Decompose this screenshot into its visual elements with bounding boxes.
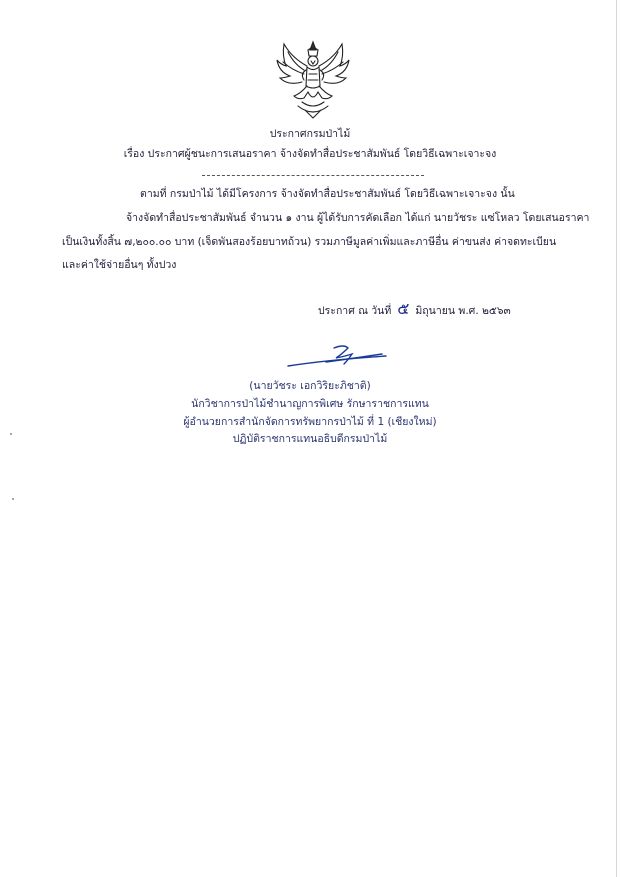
signer-position-2: ผู้อำนวยการสำนักจัดการทรัพยากรป่าไม้ ที่ 1 (เชียงใหม่) — [183, 416, 437, 428]
date-month-year: มิถุนายน พ.ศ. ๒๕๖๓ — [415, 305, 511, 317]
body-line-3: เป็นเงินทั้งสิ้น ๗,๒๐๐.๐๐ บาท (เจ็ดพันสองร้อยบาทถ้วน) รวมภาษีมูลค่าเพิ่มและภาษีอื่น ค่าขนส่ง ค่าจดทะเบียน — [62, 236, 557, 248]
body-line-2: จ้างจัดทำสื่อประชาสัมพันธ์ จำนวน ๑ งาน ผู้ได้รับการคัดเลือก ได้แก่ นายวัชระ แซ่โหลว โดยเสนอราคา — [126, 212, 590, 224]
date-prefix: ประกาศ ณ วันที่ — [318, 305, 392, 317]
document-subject: เรื่อง ประกาศผู้ชนะการเสนอราคา จ้างจัดทำสื่อประชาสัมพันธ์ โดยวิธีเฉพาะเจาะจง — [123, 148, 497, 160]
announcement-date — [318, 299, 511, 318]
divider — [202, 175, 424, 176]
body-line-1: ตามที่ กรมป่าไม้ ได้มีโครงการ จ้างจัดทำสื่อประชาสัมพันธ์ โดยวิธีเฉพาะเจาะจง นั้น — [140, 188, 515, 200]
signer-position-1: นักวิชาการป่าไม้ชำนาญการพิเศษ รักษาราชการแทน — [191, 398, 429, 410]
body-line-4: และค่าใช้จ่ายอื่นๆ ทั้งปวง — [62, 259, 177, 271]
signer-name: (นายวัชระ เอกวิริยะภิชาติ) — [249, 380, 371, 392]
signer-position-3: ปฏิบัติราชการแทนอธิบดีกรมป่าไม้ — [232, 433, 388, 445]
scan-speck — [12, 498, 14, 500]
document-title: ประกาศกรมป่าไม้ — [269, 128, 351, 140]
handwritten-signature — [286, 342, 390, 370]
scan-speck — [10, 433, 12, 435]
garuda-emblem-icon — [274, 40, 352, 120]
date-day: ๕ — [397, 299, 410, 318]
